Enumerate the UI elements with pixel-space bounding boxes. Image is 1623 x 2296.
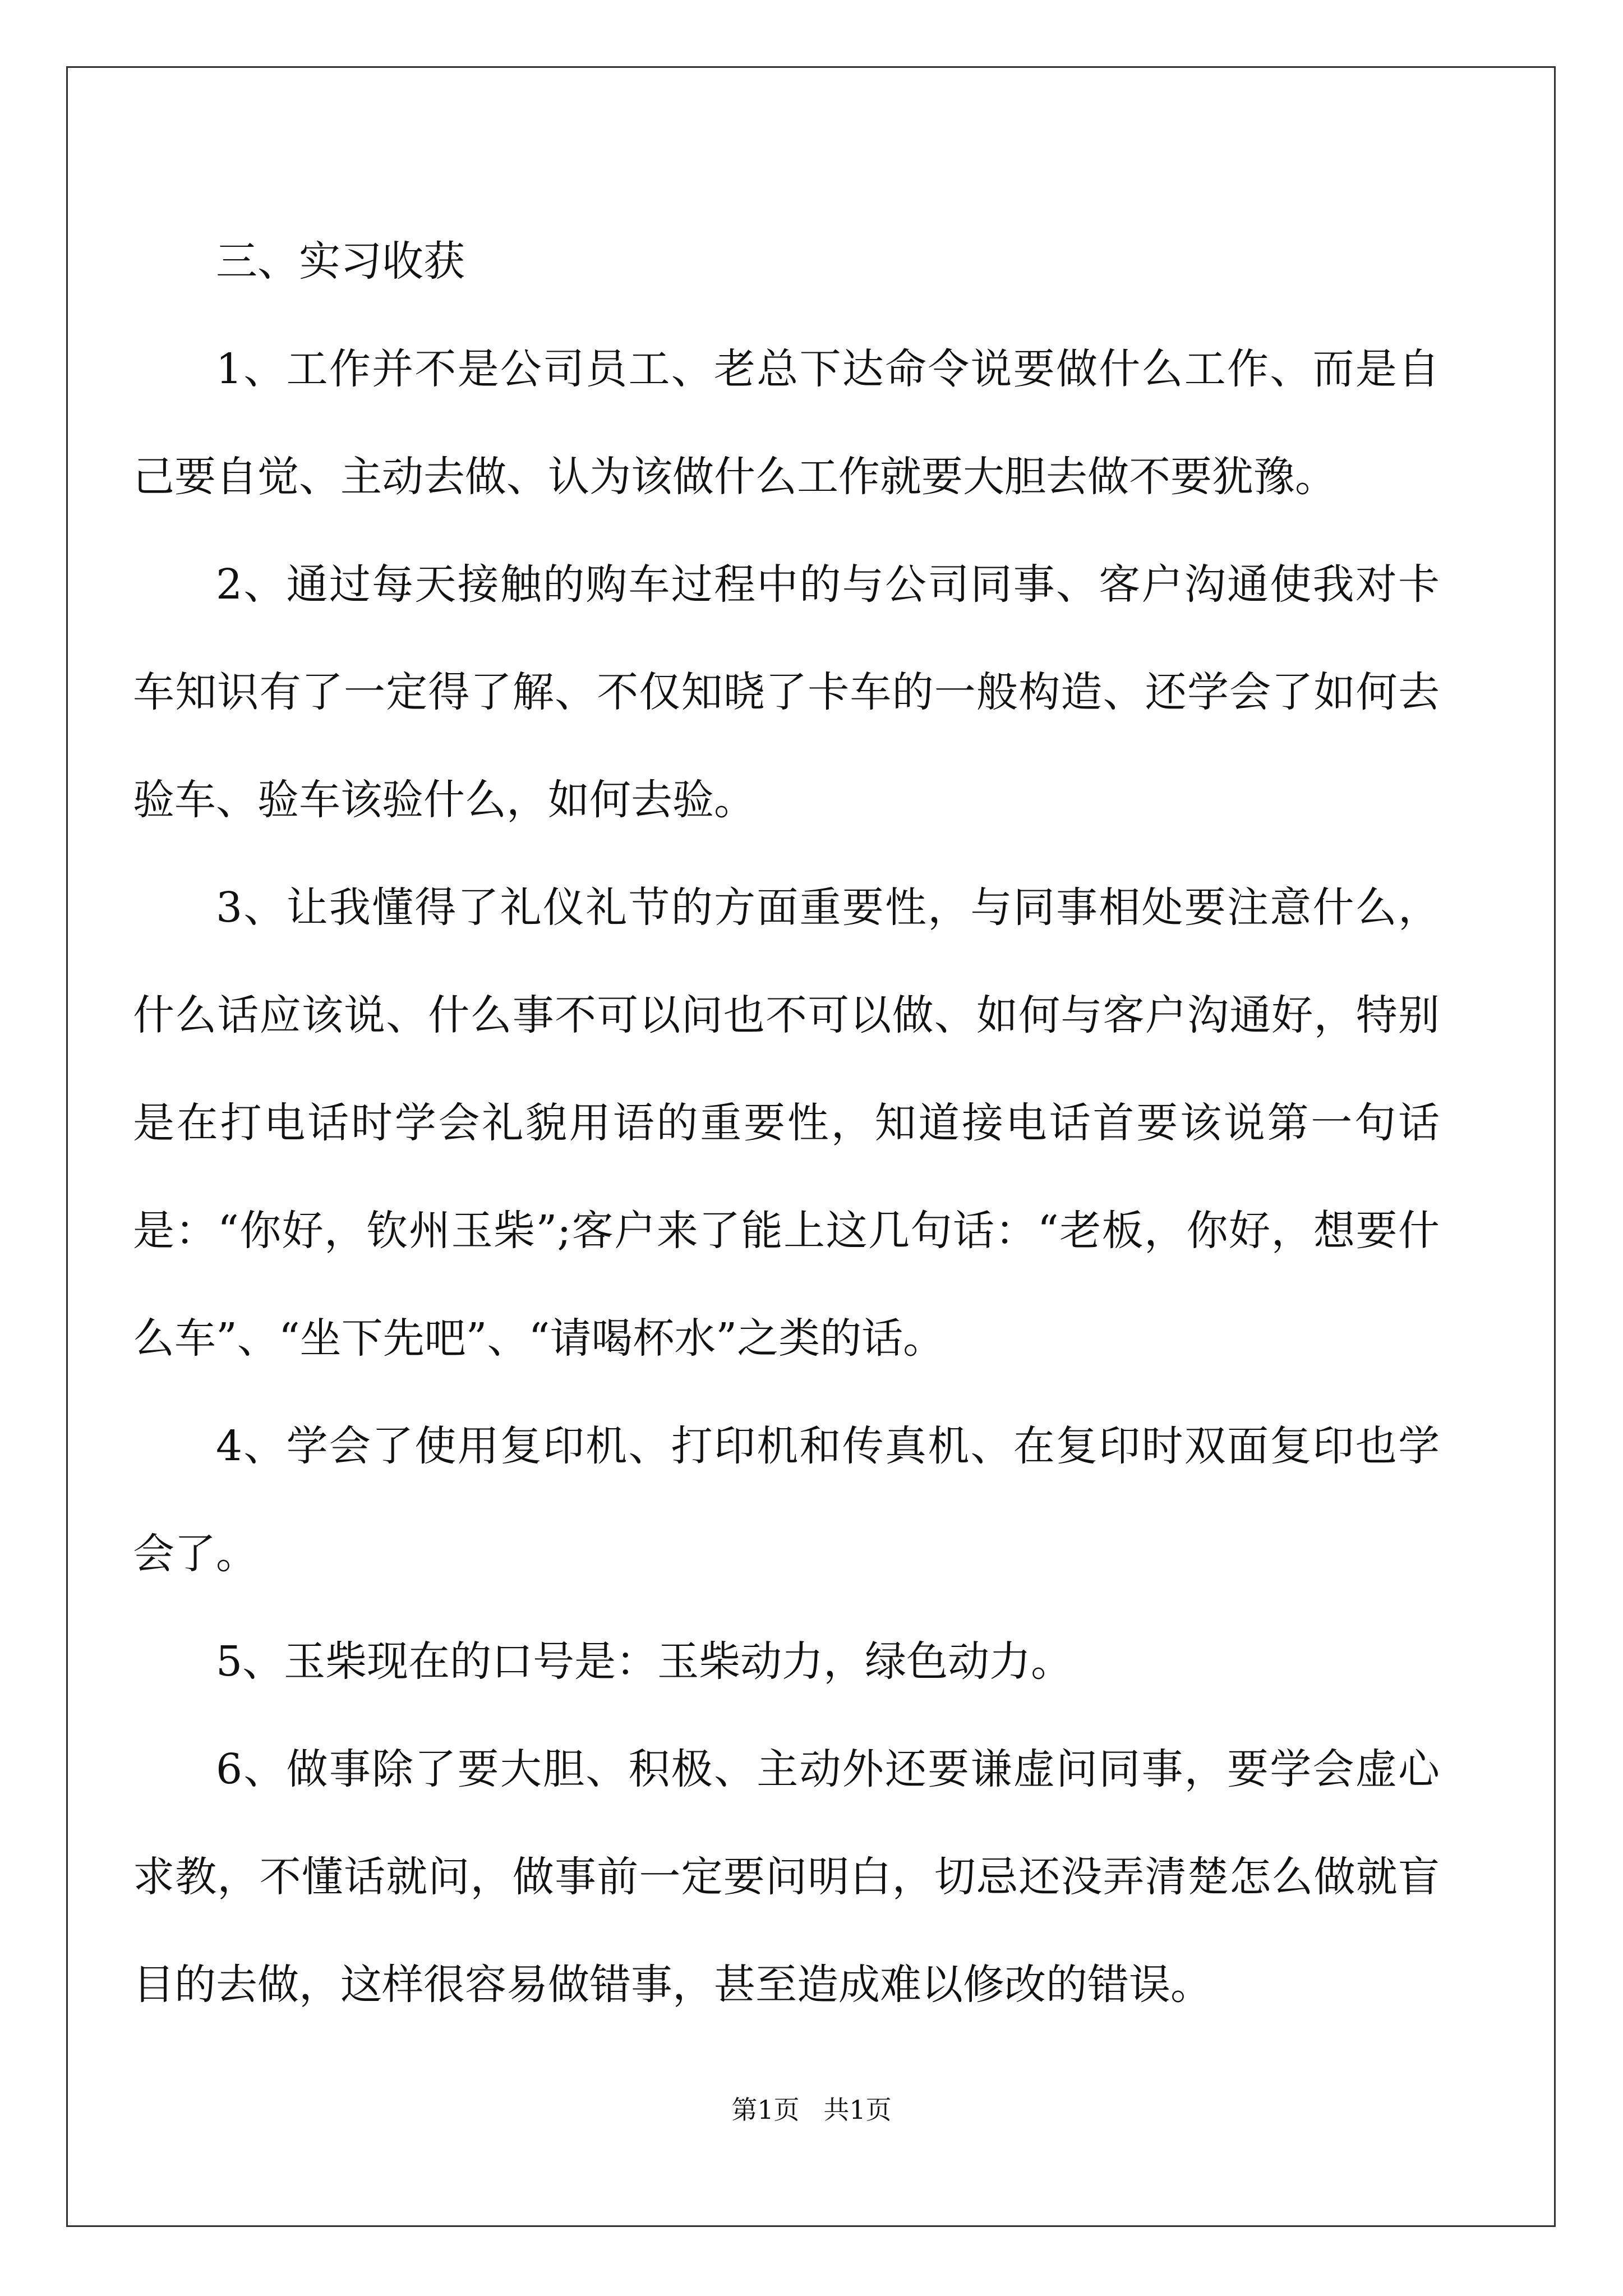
page-number: 第1页 bbox=[731, 2095, 800, 2125]
paragraph-3: 3、让我懂得了礼仪礼节的方面重要性，与同事相处要注意什么，什么话应该说、什么事不可以问也不可以做、如何与客户沟通好，特别是在打电话时学会礼貌用语的重要性，知道接电话首要该说第一句话是：“你好，钦州玉柴”;客户来了能上这几句话：“老板，你好，想要什么车”、“坐下先吧”、“请喝杯水”之类的话。 bbox=[133, 884, 1440, 1363]
paragraph-2: 2、通过每天接触的购车过程中的与公司同事、客户沟通使我对卡车知识有了一定得了解、不仅知晓了卡车的一般构造、还学会了如何去验车、验车该验什么，如何去验。 bbox=[133, 560, 1440, 824]
document-body bbox=[133, 208, 1440, 2039]
paragraph-4: 4、学会了使用复印机、打印机和传真机、在复印时双面复印也学会了。 bbox=[133, 1422, 1440, 1578]
paragraph-5: 5、玉柴现在的口号是：玉柴动力，绿色动力。 bbox=[216, 1637, 1073, 1686]
paragraph-6: 6、做事除了要大胆、积极、主动外还要谦虚问同事，要学会虚心求教，不懂话就问，做事前一定要问明白，切忌还没弄清楚怎么做就盲目的去做，这样很容易做错事，甚至造成难以修改的错误。 bbox=[133, 1745, 1440, 2009]
section-heading: 三、实习收获 bbox=[216, 237, 465, 286]
page-footer bbox=[0, 2090, 1623, 2127]
paragraph-1: 1、工作并不是公司员工、老总下达命令说要做什么工作、而是自己要自觉、主动去做、认为该做什么工作就要大胆去做不要犹豫。 bbox=[133, 345, 1440, 501]
page-total: 共1页 bbox=[823, 2095, 892, 2125]
